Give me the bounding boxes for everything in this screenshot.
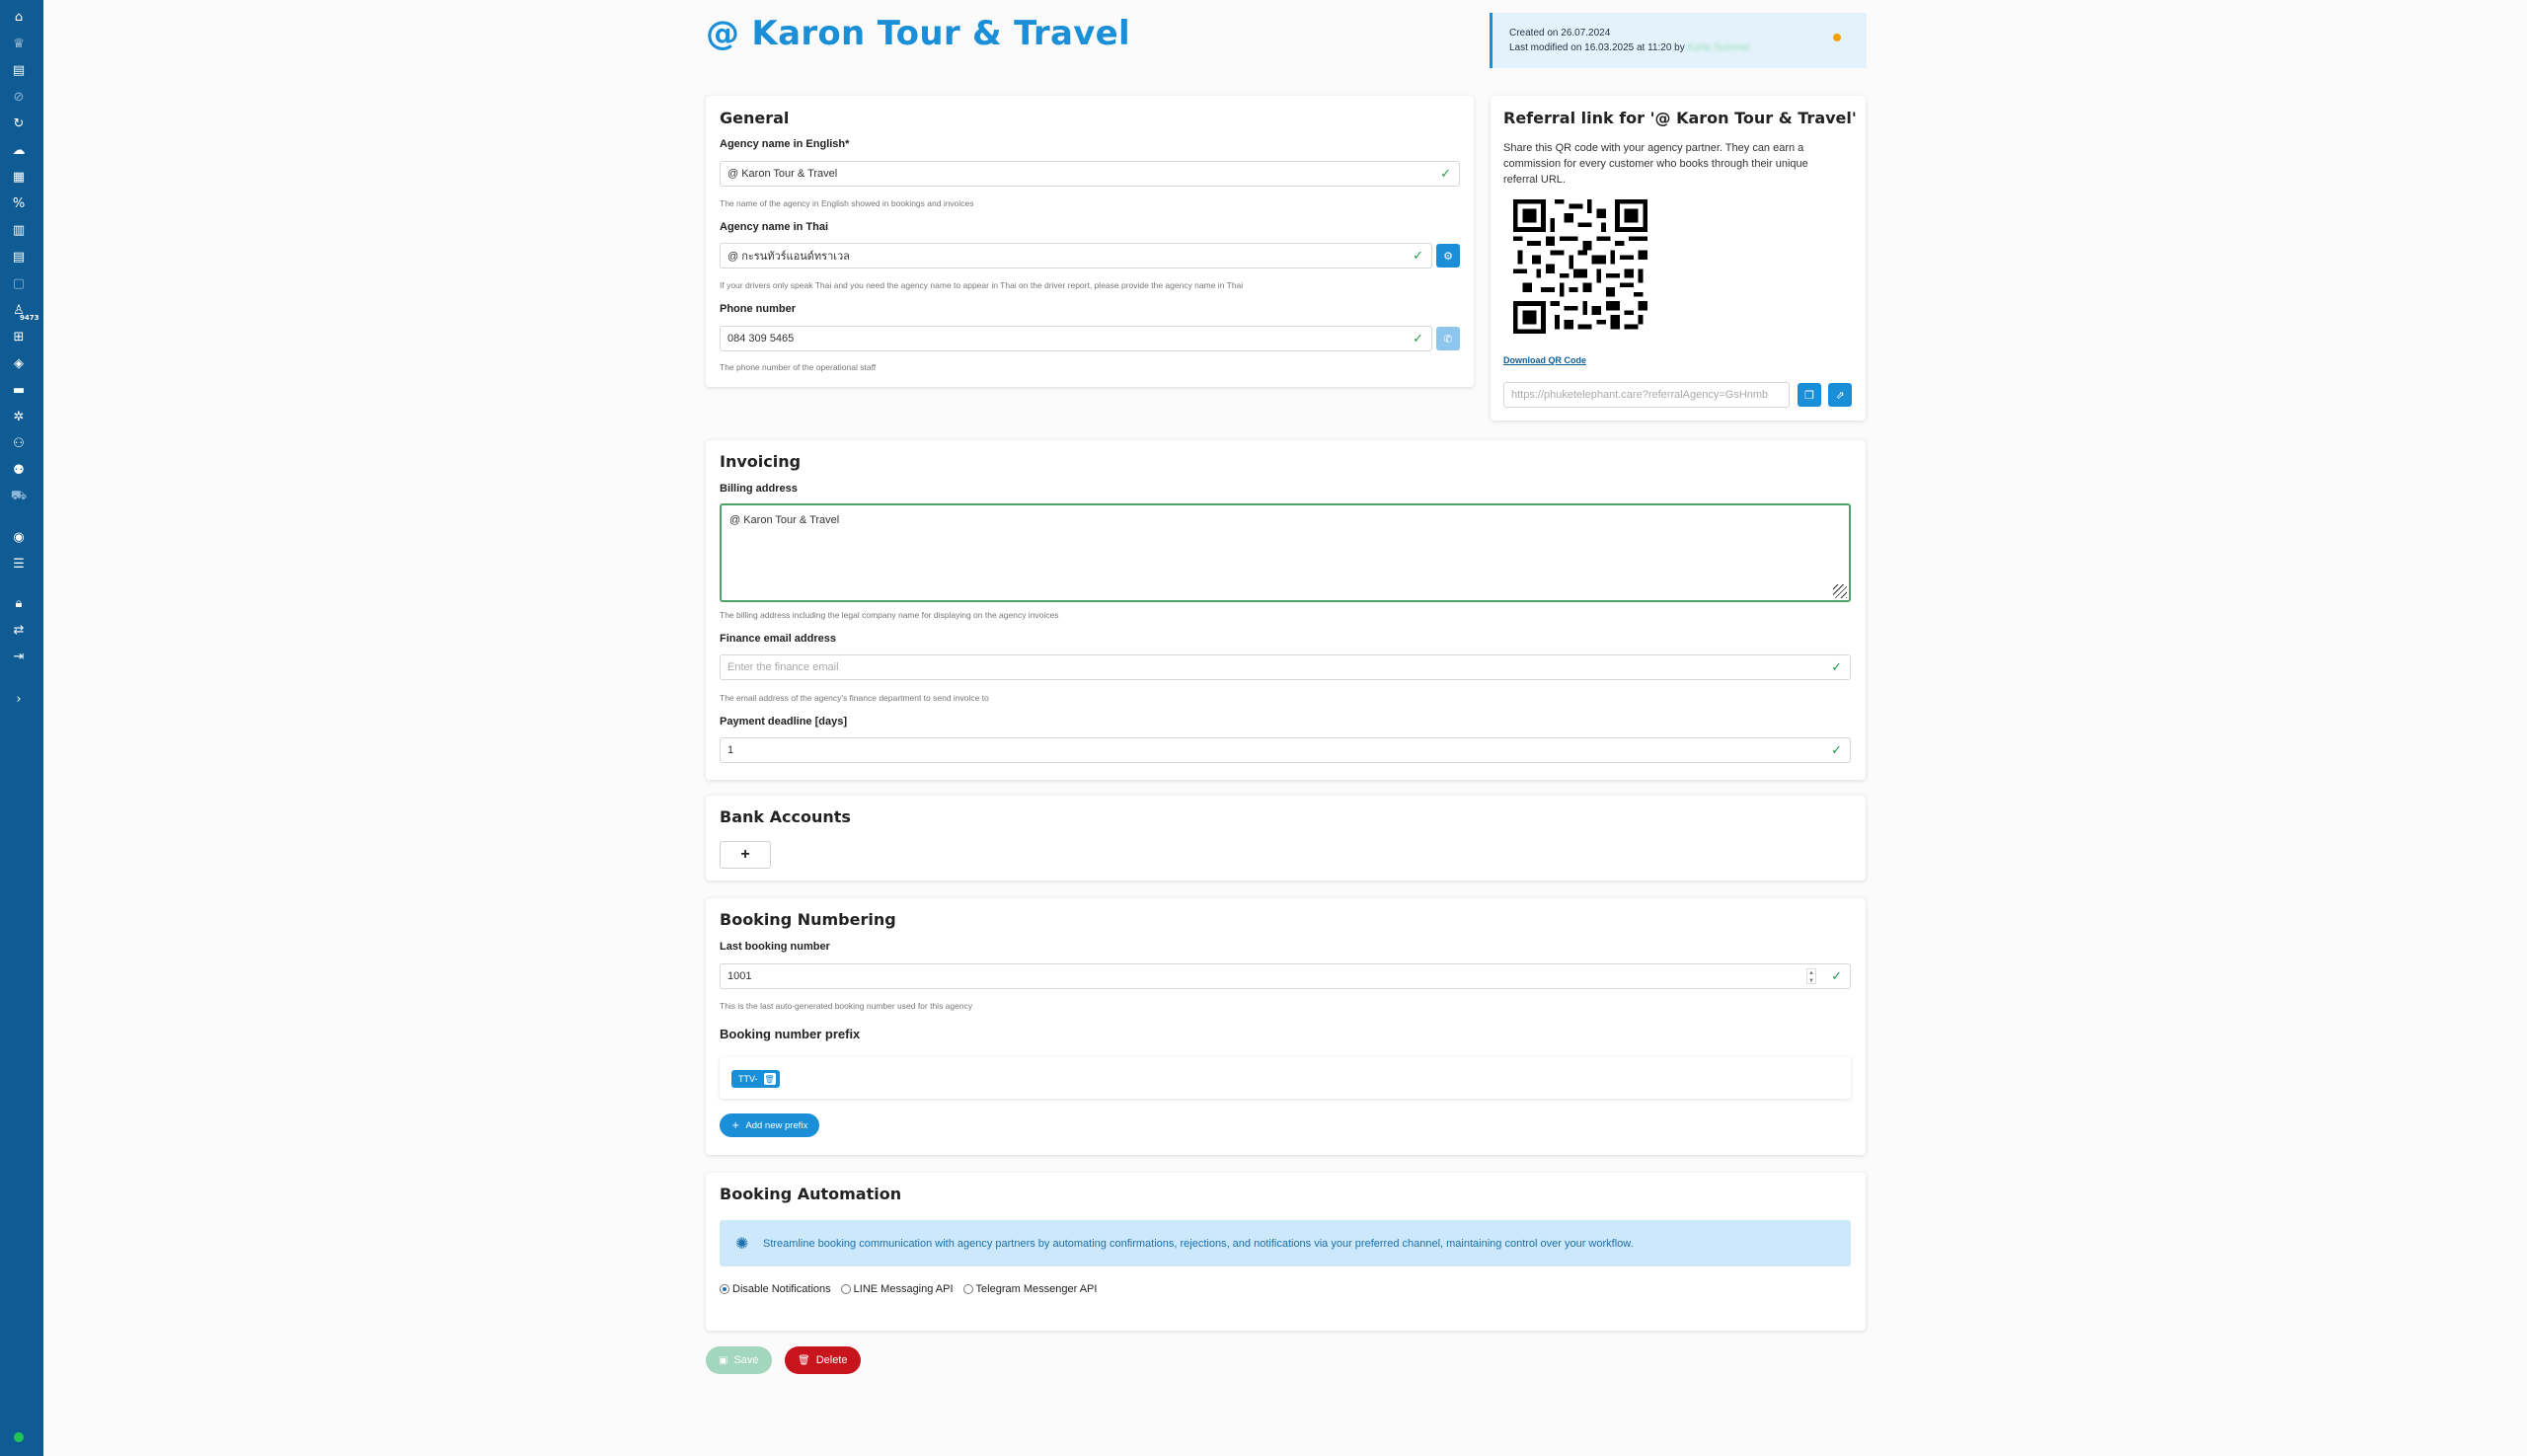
- logout-icon[interactable]: ⇥: [13, 649, 25, 664]
- help-icon[interactable]: ◉: [13, 529, 25, 545]
- prefix-label: Booking number prefix: [720, 1027, 861, 1041]
- list-bullet-icon[interactable]: ☰: [13, 556, 25, 572]
- expand-icon[interactable]: ›: [16, 691, 22, 707]
- radio-button[interactable]: [963, 1284, 973, 1294]
- file-icon[interactable]: ▢: [12, 275, 26, 291]
- translate-icon: ⚙: [1443, 249, 1453, 263]
- car-icon[interactable]: ⛟: [10, 488, 28, 503]
- phone-help: The phone number of the operational staff: [720, 362, 877, 372]
- name-th-input[interactable]: @ กะรนทัวร์แอนด์ทราเวล ✓: [720, 243, 1432, 268]
- home-icon[interactable]: ⌂: [14, 9, 24, 25]
- agency-badge: 9473: [20, 314, 39, 322]
- bank-title: Bank Accounts: [720, 807, 851, 826]
- numbering-title: Booking Numbering: [720, 910, 896, 929]
- radio-disable-notifications[interactable]: Disable Notifications: [720, 1283, 831, 1295]
- modified-by: Karla Summer: [1687, 42, 1751, 53]
- qr-code: [1513, 199, 1647, 334]
- finance-label: Finance email address: [720, 633, 836, 645]
- phone-input[interactable]: 084 309 5465 ✓: [720, 326, 1432, 351]
- last-booking-label: Last booking number: [720, 941, 830, 953]
- page-title: @ Karon Tour & Travel: [706, 14, 1130, 53]
- booking-numbering-card: [706, 898, 1866, 1155]
- online-status-dot: [14, 1432, 24, 1442]
- copy-url-button[interactable]: [1798, 383, 1821, 407]
- radio-button[interactable]: [841, 1284, 851, 1294]
- bank-accounts-card: [706, 796, 1866, 881]
- invoice-icon[interactable]: ▦: [12, 169, 26, 185]
- invoicing-card: [706, 440, 1866, 780]
- add-bank-account-button[interactable]: +: [720, 841, 771, 869]
- agency-icon[interactable]: ♙: [13, 302, 25, 318]
- name-en-help: The name of the agency in English showed in bookings and invoices: [720, 198, 974, 208]
- finance-email-input[interactable]: Enter the finance email ✓: [720, 654, 1851, 680]
- deadline-label: Payment deadline [days]: [720, 716, 847, 728]
- trash-icon[interactable]: 🗑︎: [764, 1074, 775, 1084]
- billing-label: Billing address: [720, 483, 798, 495]
- list-icon[interactable]: ▤: [12, 62, 26, 78]
- created-text: Created on 26.07.2024: [1509, 28, 1611, 38]
- check-icon: ✓: [1413, 332, 1423, 346]
- check-icon: ✓: [1831, 660, 1842, 675]
- notification-channel-radios: [720, 1283, 1097, 1295]
- check-icon: ✓: [1831, 969, 1842, 984]
- add-prefix-button[interactable]: + Add new prefix: [720, 1113, 819, 1137]
- check-icon: ✓: [1440, 167, 1451, 182]
- booking-automation-card: [706, 1173, 1866, 1331]
- bus-icon[interactable]: ▬: [12, 382, 26, 398]
- copy-icon: ❐: [1804, 388, 1814, 402]
- billing-address-textarea[interactable]: @ Karon Tour & Travel: [720, 503, 1851, 602]
- save-icon: ▣: [719, 1354, 728, 1366]
- sidebar: [0, 0, 43, 1456]
- trash-icon: 🗑︎: [798, 1354, 810, 1366]
- meta-info-box: [1490, 13, 1867, 68]
- user-group-icon[interactable]: ⚉: [13, 462, 25, 478]
- invoicing-title: Invoicing: [720, 452, 802, 471]
- open-url-button[interactable]: [1828, 383, 1852, 407]
- phone-label: Phone number: [720, 303, 797, 315]
- plus-icon: +: [731, 1119, 740, 1131]
- finance-help: The email address of the agency's finance department to send invoice to: [720, 693, 989, 703]
- radio-button[interactable]: [720, 1284, 729, 1294]
- referral-title: Referral link for '@ Karon Tour & Travel': [1503, 109, 1857, 127]
- percent-icon[interactable]: %: [12, 195, 26, 211]
- phone-icon: ✆: [1443, 332, 1453, 345]
- prefix-list: [720, 1057, 1851, 1099]
- referral-description: Share this QR code with your agency partner. They can earn a commission for every customer who books through their unique referral URL.: [1503, 142, 1808, 186]
- resize-handle[interactable]: [1833, 584, 1847, 598]
- check-icon: ✓: [1413, 249, 1423, 264]
- prefix-chip[interactable]: TTV- 🗑︎: [731, 1070, 780, 1088]
- radio-line-messaging[interactable]: LINE Messaging API: [841, 1283, 954, 1295]
- name-th-label: Agency name in Thai: [720, 221, 829, 233]
- number-stepper[interactable]: ▲ ▼: [1806, 968, 1816, 984]
- payment-deadline-input[interactable]: 1 ✓: [720, 737, 1851, 763]
- external-link-icon: ⇗: [1835, 388, 1845, 402]
- referral-url-input[interactable]: https://phuketelephant.care?referralAgency=GsHnmb: [1503, 382, 1790, 408]
- building-icon[interactable]: ▥: [12, 222, 26, 238]
- name-en-label: Agency name in English*: [720, 138, 850, 150]
- transfer-icon[interactable]: ⇄: [13, 622, 25, 638]
- trophy-icon[interactable]: ♕: [13, 36, 25, 51]
- history-icon[interactable]: ↻: [13, 115, 25, 131]
- billing-help: The billing address including the legal company name for displaying on the agency invoices: [720, 610, 1059, 620]
- users-icon[interactable]: ⚇: [13, 435, 25, 451]
- ticket-icon[interactable]: ◈: [14, 355, 24, 371]
- settings-icon[interactable]: ✲: [13, 409, 25, 424]
- automation-title: Booking Automation: [720, 1185, 902, 1203]
- save-button[interactable]: ▣ Save: [706, 1346, 772, 1374]
- lock-icon[interactable]: 🔒︎: [15, 595, 23, 611]
- name-en-input[interactable]: @ Karon Tour & Travel ✓: [720, 161, 1460, 187]
- grid-icon[interactable]: ⊞: [13, 329, 25, 345]
- phone-action-button[interactable]: [1436, 327, 1460, 350]
- translate-button[interactable]: [1436, 244, 1460, 268]
- cloud-icon[interactable]: ☁: [12, 142, 26, 158]
- radio-telegram-messenger[interactable]: Telegram Messenger API: [963, 1283, 1098, 1295]
- name-th-help: If your drivers only speak Thai and you need the agency name to appear in Thai on the driver report, please provide the agency name in Thai: [720, 280, 1244, 290]
- lightbulb-icon: ✺: [735, 1234, 749, 1253]
- referral-card: [1491, 96, 1866, 421]
- last-booking-help: This is the last auto-generated booking number used for this agency: [720, 1001, 973, 1011]
- check-icon: ✓: [1831, 743, 1842, 758]
- modified-text: Last modified on 16.03.2025 at 11:20 by Karla Summer: [1509, 42, 1751, 53]
- last-booking-input[interactable]: 1001 ▲ ▼ ✓: [720, 963, 1851, 989]
- download-qr-link[interactable]: Download QR Code: [1503, 355, 1586, 365]
- general-title: General: [720, 109, 790, 127]
- general-card: [706, 96, 1474, 387]
- link-icon[interactable]: ⊘: [13, 89, 25, 105]
- status-dot: [1833, 34, 1841, 41]
- automation-info-banner: ✺ Streamline booking communication with agency partners by automating confirmations, rejections, and notifications via your preferred channel, maintaining control over your workflow.: [720, 1220, 1851, 1266]
- document-icon[interactable]: ▤: [12, 249, 26, 265]
- delete-button[interactable]: 🗑︎ Delete: [785, 1346, 861, 1374]
